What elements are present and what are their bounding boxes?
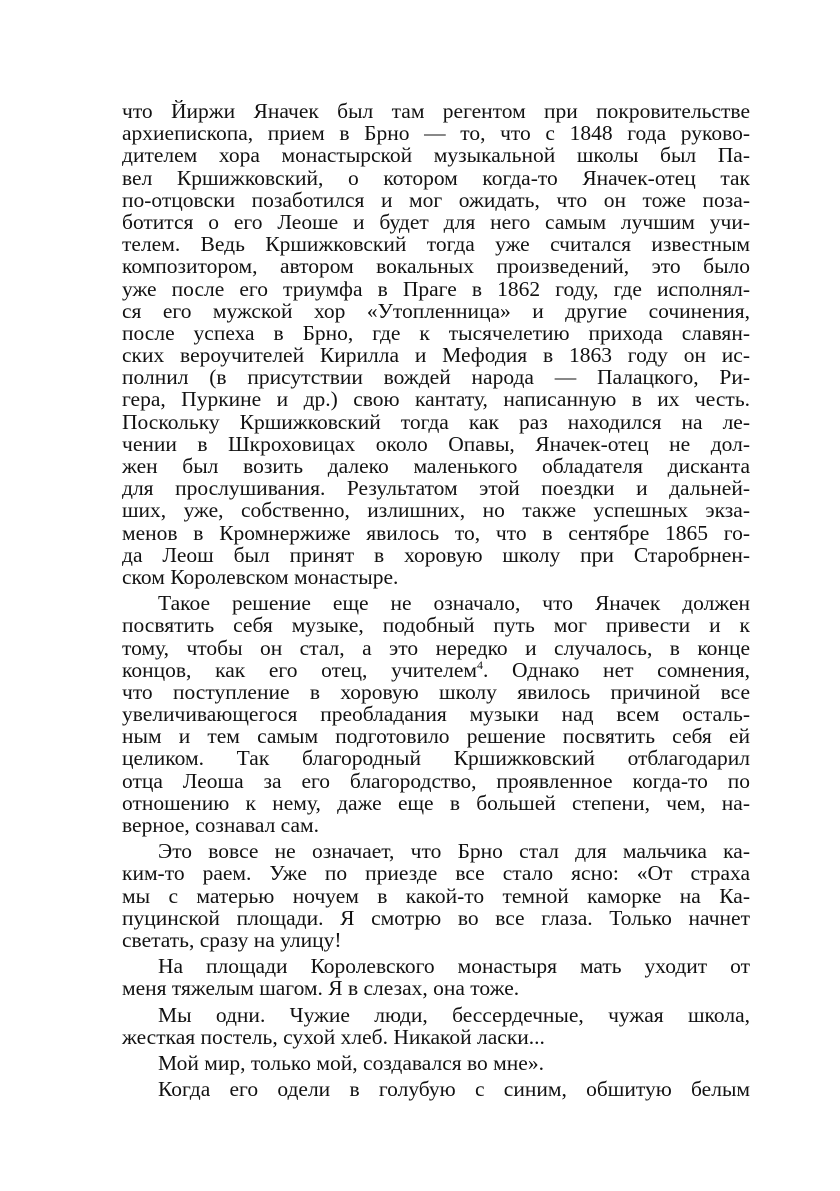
text-line: телем. Ведь Кршижковский тогда уже считался известным <box>122 232 750 257</box>
text-line: ким-то раем. Уже по приезде все стало ясно: «От страха <box>122 861 750 886</box>
footnote-marker[interactable]: 4 <box>476 657 483 672</box>
text-line: жен был возить далеко маленького обладателя дисканта <box>122 454 750 478</box>
paragraph-7 <box>122 1078 750 1100</box>
text-line: Это вовсе не означает, что Брно стал для мальчика ка- <box>158 839 750 864</box>
text-line: ным и тем самым подготовило решение посвятить себя ей <box>122 724 750 749</box>
text-line: увеличивающегося преобладания музыки над всем осталь- <box>122 702 750 727</box>
book-page <box>122 100 750 1100</box>
text-line: отношению к нему, даже еще в большей степени, чем, на- <box>122 790 750 815</box>
paragraph-5 <box>122 1004 750 1048</box>
text-line: ся его мужской хор «Утопленница» и другие сочинения, <box>122 298 750 323</box>
text-line: Мы одни. Чужие люди, бессердечные, чужая школа, <box>158 1002 750 1027</box>
text-line: отца Леоша за его благородство, проявленное когда-то по <box>122 768 750 793</box>
text-line: дителем хора монастырской музыкальной школы был Па- <box>122 143 750 168</box>
text-line: верное, сознавал сам. <box>122 813 319 837</box>
text-line: полнил (в присутствии вождей народа — Палацкого, Ри- <box>122 365 750 390</box>
text-line: меня тяжелым шагом. Я в слезах, она тоже. <box>122 976 520 1001</box>
text-line: светать, сразу на улицу! <box>122 927 342 952</box>
paragraph-1 <box>122 100 750 588</box>
text-line: пуцинской площади. Я смотрю во все глаза. Только начнет <box>122 905 750 930</box>
text-line: целиком. Так благородный Кршижковский отблагодарил <box>122 746 750 771</box>
paragraph-6 <box>122 1052 750 1074</box>
text-fragment: . Однако нет сомнения, <box>482 657 751 682</box>
text-line: мы с матерью ночуем в какой-то темной каморке на Ка- <box>122 883 750 908</box>
paragraph-3 <box>122 840 750 951</box>
text-line: по-отцовски позаботился и мог ожидать, что он тоже поза- <box>122 187 750 212</box>
text-line: Поскольку Кршижковский тогда как раз находился на ле- <box>122 409 750 434</box>
text-line: чении в Шкроховицах около Опавы, Яначек-отец не дол- <box>122 431 750 456</box>
text-line: Такое решение еще не означало, что Яначек должен <box>158 591 750 616</box>
text-line: для прослушивания. Результатом этой поездки и дальней- <box>122 476 750 501</box>
text-line: что Йиржи Яначек был там регентом при покровительстве <box>122 99 750 123</box>
text-line-with-footnote <box>122 659 750 681</box>
text-line: после успеха в Брно, где к тысячелетию прихода славян- <box>122 320 750 345</box>
text-line: ботится о его Леоше и будет для него самым лучшим учи- <box>122 209 750 234</box>
text-line: ском Королевском монастыре. <box>122 564 399 589</box>
text-line: гера, Пуркине и др.) свою кантату, написанную в их честь. <box>122 387 750 412</box>
text-line: уже после его триумфа в Праге в 1862 году, где исполнял- <box>122 276 750 301</box>
text-line: композитором, автором вокальных произведений, это было <box>122 254 750 279</box>
text-line: На площади Королевского монастыря мать уходит от <box>158 954 750 979</box>
text-line: тому, чтобы он стал, а это нередко и случалось, в конце <box>122 635 750 660</box>
text-line: жесткая постель, сухой хлеб. Никакой ласки... <box>122 1024 545 1049</box>
text-line: да Леош был принят в хоровую школу при Старобрнен- <box>122 542 750 567</box>
text-line: архиепископа, прием в Брно — то, что с 1848 года руково- <box>122 121 750 146</box>
text-line: ских вероучителей Кирилла и Мефодия в 1863 году он ис- <box>122 343 750 368</box>
text-line: посвятить себя музыке, подобный путь мог привести и к <box>122 613 750 638</box>
text-fragment: концов, как его отец, учителем <box>122 657 477 682</box>
paragraph-4 <box>122 955 750 999</box>
text-line: менов в Кромнержиже явилось то, что в сентябре 1865 го- <box>122 520 750 545</box>
text-line: ших, уже, собственно, излишних, но также успешных экза- <box>122 498 750 523</box>
text-line: вел Кршижковский, о котором когда-то Яначек-отец так <box>122 165 750 190</box>
paragraph-2 <box>122 592 750 836</box>
text-line: что поступление в хоровую школу явилось причиной все <box>122 679 750 704</box>
text-line: Мой мир, только мой, создавался во мне». <box>158 1050 544 1075</box>
text-line: Когда его одели в голубую с синим, обшитую белым <box>158 1077 750 1102</box>
